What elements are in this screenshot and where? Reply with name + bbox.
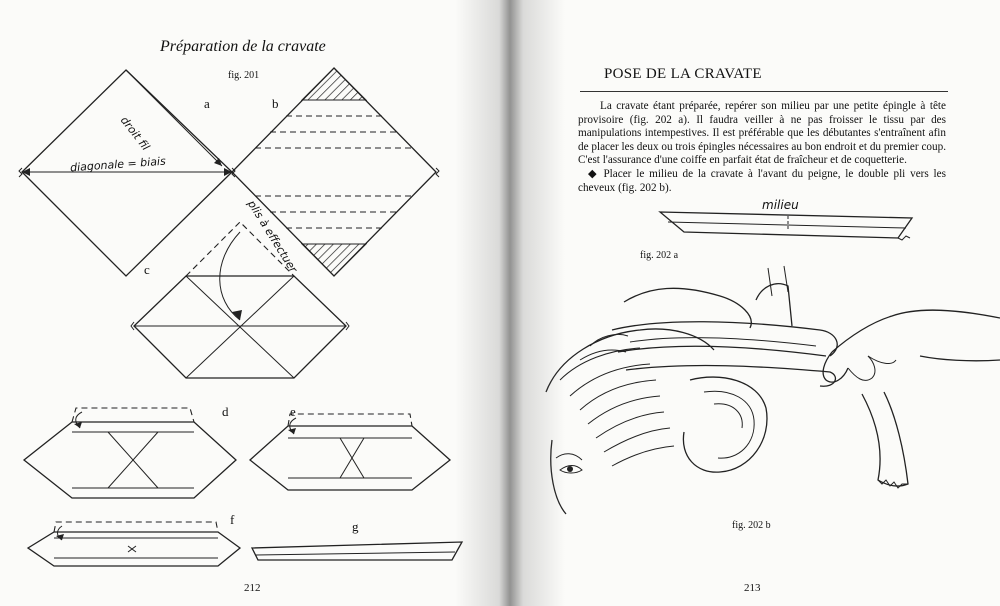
coiffe-illustration bbox=[546, 266, 1000, 514]
page-number-right: 213 bbox=[744, 582, 761, 594]
paragraph-2: ◆ Placer le milieu de la cravate à l'avant du peigne, le double pli vers les cheveux (fig. 202 b). bbox=[578, 168, 946, 194]
figure-202-drawings bbox=[500, 0, 1000, 606]
diagram-b bbox=[232, 68, 439, 276]
figure-202b-caption: fig. 202 b bbox=[732, 520, 771, 531]
page-number-left: 212 bbox=[244, 582, 261, 594]
annotation-plis: plis à effectuer bbox=[244, 198, 300, 275]
diagram-f bbox=[28, 522, 240, 566]
diagram-g bbox=[252, 542, 462, 560]
figure-label-d: d bbox=[222, 404, 229, 419]
diagram-d bbox=[24, 408, 236, 498]
figure-label-c: c bbox=[144, 262, 150, 277]
diagram-a bbox=[19, 70, 235, 276]
right-page bbox=[500, 0, 1000, 606]
figure-label-e: e bbox=[290, 404, 296, 419]
diagram-e bbox=[250, 414, 450, 490]
figure-label-a: a bbox=[204, 96, 210, 111]
figure-201-label: fig. 201 bbox=[228, 70, 260, 81]
section-title: POSE DE LA CRAVATE bbox=[604, 66, 762, 82]
milieu-label: milieu bbox=[762, 198, 799, 212]
page-heading: Préparation de la cravate bbox=[160, 38, 326, 55]
figure-label-f: f bbox=[230, 512, 235, 527]
cravate-strip-diagram bbox=[660, 212, 912, 240]
annotation-diagonale: diagonale = biais bbox=[69, 154, 167, 175]
figure-label-g: g bbox=[352, 519, 359, 534]
annotation-droit-fil: droit fil bbox=[117, 114, 153, 153]
figure-label-b: b bbox=[272, 96, 279, 111]
figure-202a-caption: fig. 202 a bbox=[640, 250, 679, 261]
paragraph-1: La cravate étant préparée, repérer son milieu par une petite épingle à tête provisoire (fig. 202 a). Il faudra veiller à ne pas froisser le tissu par des manipulations intempestives. Il est préférable que les débutantes s'entraînent afin de placer les deux ou trois épingles nécessaires au bon endroit et du premier coup. C'est l'assurance d'une coiffe en parfait état de fraîcheur et de coquetterie. bbox=[578, 100, 946, 167]
